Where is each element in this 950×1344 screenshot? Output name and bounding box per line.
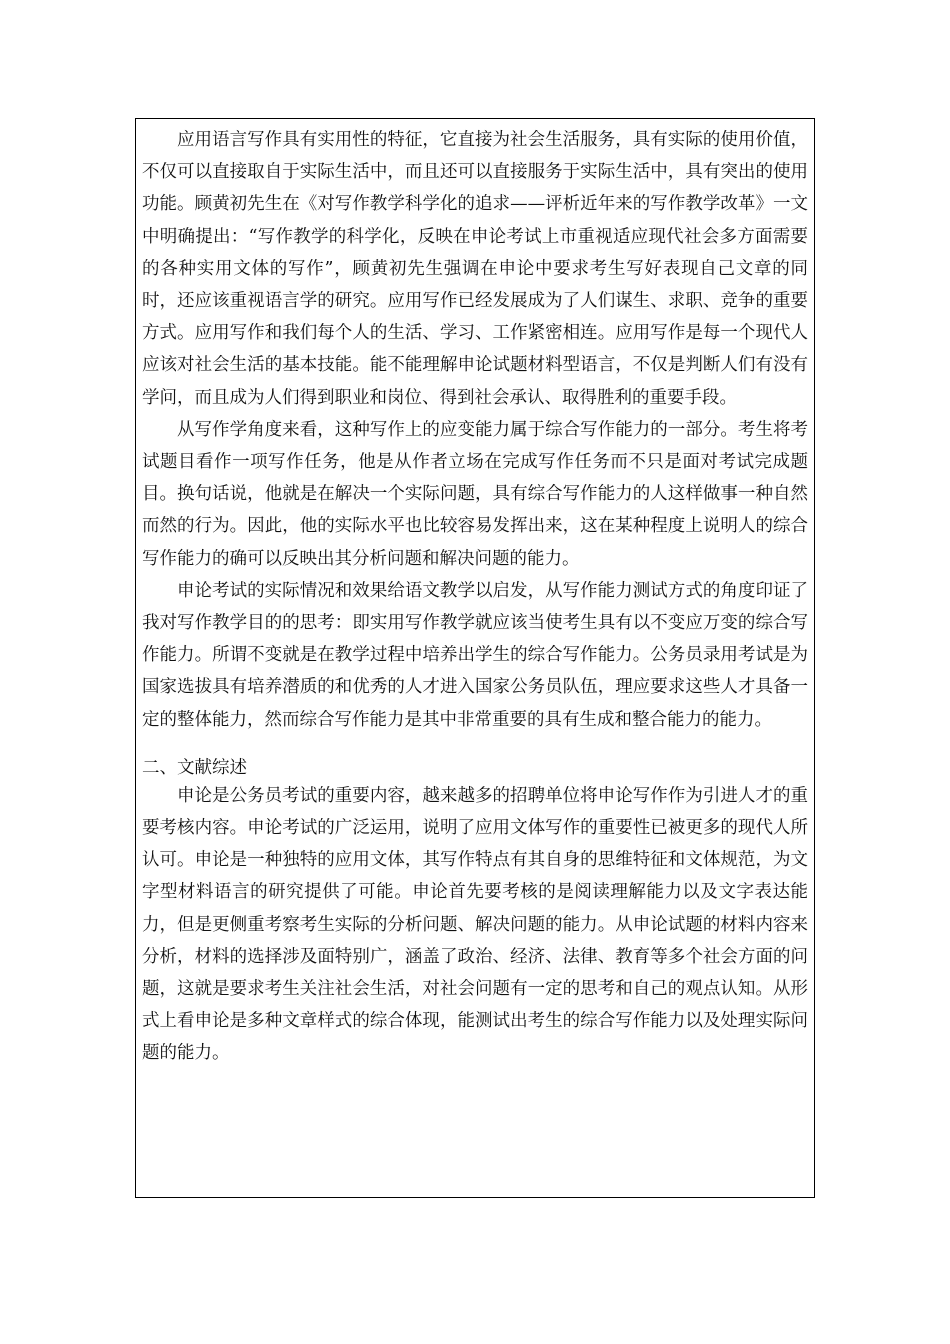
- section-spacer: [142, 736, 808, 756]
- paragraph-applied-writing: 应用语言写作具有实用性的特征，它直接为社会生活服务，具有实际的使用价值，不仅可以直接取自于实际生活中，而且还可以直接服务于实际生活中，具有突出的使用功能。顾黄初先生在《对写作教学科学化的追求——评析近年来的写作教学改革》一文中明确提出：“写作教学的科学化，反映在申论考试上市重视适应现代社会多方面需要的各种实用文体的写作”，顾黄初先生强调在申论中要求考生写好表现自己文章的同时，还应该重视语言学的研究。应用写作已经发展成为了人们谋生、求职、竞争的重要方式。应用写作和我们每个人的生活、学习、工作紧密相连。应用写作是每一个现代人应该对社会生活的基本技能。能不能理解申论试题材料型语言，不仅是判断人们有没有学问，而且成为人们得到职业和岗位、得到社会承认、取得胜利的重要手段。: [142, 130, 808, 408]
- paragraph-writing-studies: 从写作学角度来看，这种写作上的应变能力属于综合写作能力的一部分。考生将考试题目看作一项写作任务，他是从作者立场在完成写作任务而不只是面对考试完成题目。换句话说，他就是在解决一个实际问题，具有综合写作能力的人这样做事一种自然而然的行为。因此，他的实际水平也比较容易发挥出来，这在某种程度上说明人的综合写作能力的确可以反映出其分析问题和解决问题的能力。: [142, 419, 808, 569]
- document-body: [142, 124, 808, 1070]
- paragraph-literature-review: 申论是公务员考试的重要内容，越来越多的招聘单位将申论写作作为引进人才的重要考核内容。申论考试的广泛运用，说明了应用文体写作的重要性已被更多的现代人所认可。申论是一种独特的应用文体，其写作特点有其自身的思维特征和文体规范，为文字型材料语言的研究提供了可能。申论首先要考核的是阅读理解能力以及文字表达能力，但是更侧重考察考生实际的分析问题、解决问题的能力。从申论试题的材料内容来分析，材料的选择涉及面特别广，涵盖了政治、经济、法律、教育等多个社会方面的问题，这就是要求考生关注社会生活，对社会问题有一定的思考和自己的观点认知。从形式上看申论是多种文章样式的综合体现，能测试出考生的综合写作能力以及处理实际问题的能力。: [142, 785, 808, 1064]
- section-heading: 二、文献综述: [142, 757, 247, 778]
- paragraph-exam-inspiration: 申论考试的实际情况和效果给语文教学以启发，从写作能力测试方式的角度印证了我对写作教学目的的思考：即实用写作教学就应该当使考生具有以不变应万变的综合写作能力。所谓不变就是在教学过程中培养出学生的综合写作能力。公务员录用考试是为国家选拔具有培养潜质的和优秀的人才进入国家公务员队伍，理应要求这些人才具备一定的整体能力，然而综合写作能力是其中非常重要的具有生成和整合能力的能力。: [142, 580, 808, 730]
